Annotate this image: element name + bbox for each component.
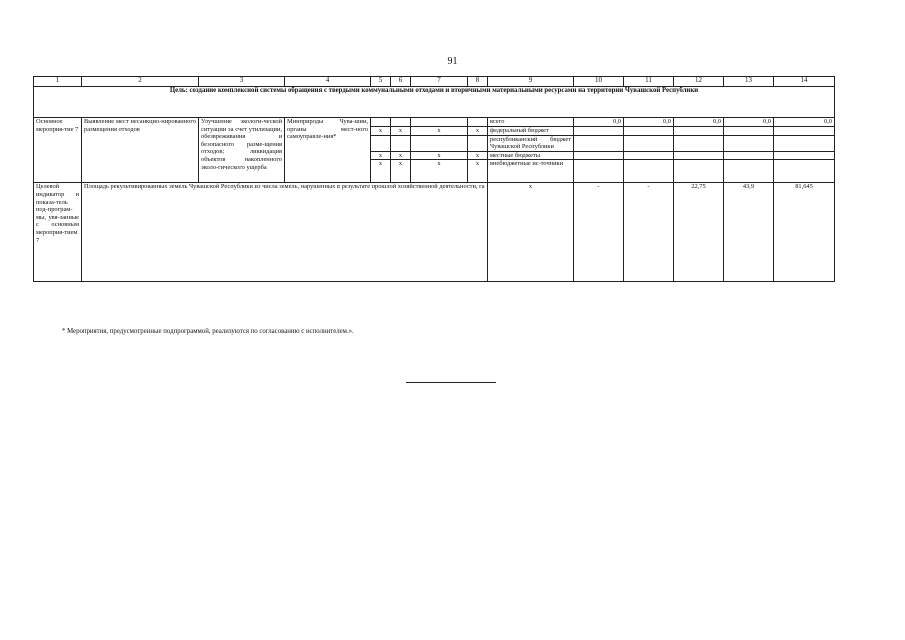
program-table bbox=[33, 76, 835, 282]
value-cell bbox=[574, 127, 624, 136]
activity-description: Улучшение экологи-ческой ситуации за счет утилизации, обезвреживания и безопасного разме-щения отходов; ликвидация объектов накопленного эколо-гического ущерба bbox=[199, 118, 285, 183]
indicator-value: - bbox=[624, 183, 674, 282]
value-cell bbox=[574, 135, 624, 151]
end-divider bbox=[406, 382, 496, 383]
column-number: 5 bbox=[371, 77, 391, 87]
indicator-name: Целевой индикатор и показа-тель под-програм-мы, увя-занные с основным мероприя-тием 7 bbox=[34, 183, 82, 282]
value-cell bbox=[724, 135, 774, 151]
code-cell: x bbox=[391, 151, 411, 160]
code-cell bbox=[371, 118, 391, 127]
column-number: 2 bbox=[82, 77, 199, 87]
code-cell: x bbox=[371, 160, 391, 183]
activity-name: Основное мероприя-тие 7 bbox=[34, 118, 82, 183]
code-cell bbox=[391, 135, 411, 151]
value-cell bbox=[674, 127, 724, 136]
indicator-value: 22,75 bbox=[674, 183, 724, 282]
value-cell bbox=[624, 151, 674, 160]
code-cell: x bbox=[411, 127, 468, 136]
column-number: 13 bbox=[724, 77, 774, 87]
value-cell: 0,0 bbox=[774, 118, 835, 127]
value-cell: 0,0 bbox=[674, 118, 724, 127]
value-cell: 0,0 bbox=[724, 118, 774, 127]
code-cell bbox=[468, 118, 488, 127]
value-cell: 0,0 bbox=[574, 118, 624, 127]
value-cell bbox=[574, 151, 624, 160]
code-cell: x bbox=[391, 127, 411, 136]
indicator-text: Площадь рекультивированных земель Чувашской Республики из числа земель, нарушенных в результате прошлой хозяйственной деятельности, га bbox=[82, 183, 488, 282]
column-number: 14 bbox=[774, 77, 835, 87]
indicator-value: 43,9 bbox=[724, 183, 774, 282]
indicator-value: 81,645 bbox=[774, 183, 835, 282]
code-cell bbox=[411, 135, 468, 151]
column-number-row bbox=[34, 77, 835, 87]
funding-source: внебюджетные ис-точники bbox=[488, 160, 574, 183]
column-number: 7 bbox=[411, 77, 468, 87]
code-cell bbox=[411, 118, 468, 127]
value-cell bbox=[724, 160, 774, 183]
code-cell: x bbox=[468, 160, 488, 183]
value-cell: 0,0 bbox=[624, 118, 674, 127]
code-cell: x bbox=[411, 151, 468, 160]
column-number: 4 bbox=[285, 77, 371, 87]
value-cell bbox=[774, 135, 835, 151]
column-number: 8 bbox=[468, 77, 488, 87]
funding-source: местные бюджеты bbox=[488, 151, 574, 160]
value-cell bbox=[674, 135, 724, 151]
column-number: 11 bbox=[624, 77, 674, 87]
value-cell bbox=[574, 160, 624, 183]
goal-text: Цель: создание комплексной системы обращения с твердыми коммунальными отходами и вторичными материальными ресурсами на территории Чувашской Республики bbox=[34, 87, 835, 118]
code-cell: x bbox=[371, 127, 391, 136]
goal-row bbox=[34, 87, 835, 118]
code-cell: x bbox=[411, 160, 468, 183]
funding-source: федеральный бюджет bbox=[488, 127, 574, 136]
column-number: 9 bbox=[488, 77, 574, 87]
column-number: 10 bbox=[574, 77, 624, 87]
code-cell bbox=[468, 135, 488, 151]
column-number: 1 bbox=[34, 77, 82, 87]
funding-source: республиканский бюджет Чувашской Республики bbox=[488, 135, 574, 151]
code-cell: x bbox=[468, 127, 488, 136]
value-cell bbox=[674, 151, 724, 160]
code-cell: x bbox=[371, 151, 391, 160]
value-cell bbox=[774, 160, 835, 183]
indicator-marker: x bbox=[488, 183, 574, 282]
value-cell bbox=[624, 135, 674, 151]
footnote: * Мероприятия, предусмотренные подпрограммой, реализуются по согласованию с исполнителем.». bbox=[62, 328, 354, 335]
code-cell bbox=[391, 118, 411, 127]
indicator-value: - bbox=[574, 183, 624, 282]
value-cell bbox=[774, 151, 835, 160]
indicator-row bbox=[34, 183, 835, 282]
value-cell bbox=[624, 160, 674, 183]
value-cell bbox=[674, 160, 724, 183]
table-row bbox=[34, 118, 835, 127]
funding-source: всего bbox=[488, 118, 574, 127]
column-number: 6 bbox=[391, 77, 411, 87]
column-number: 3 bbox=[199, 77, 285, 87]
activity-executors: Минприроды Чува-шии, органы мест-ного самоуправле-ния* bbox=[285, 118, 371, 183]
code-cell bbox=[371, 135, 391, 151]
page-number: 91 bbox=[447, 56, 458, 67]
code-cell: x bbox=[468, 151, 488, 160]
column-number: 12 bbox=[674, 77, 724, 87]
value-cell bbox=[724, 151, 774, 160]
value-cell bbox=[774, 127, 835, 136]
value-cell bbox=[724, 127, 774, 136]
code-cell: x bbox=[391, 160, 411, 183]
activity-title: Выявление мест несанкцио-нированного размещения отходов bbox=[82, 118, 199, 183]
value-cell bbox=[624, 127, 674, 136]
